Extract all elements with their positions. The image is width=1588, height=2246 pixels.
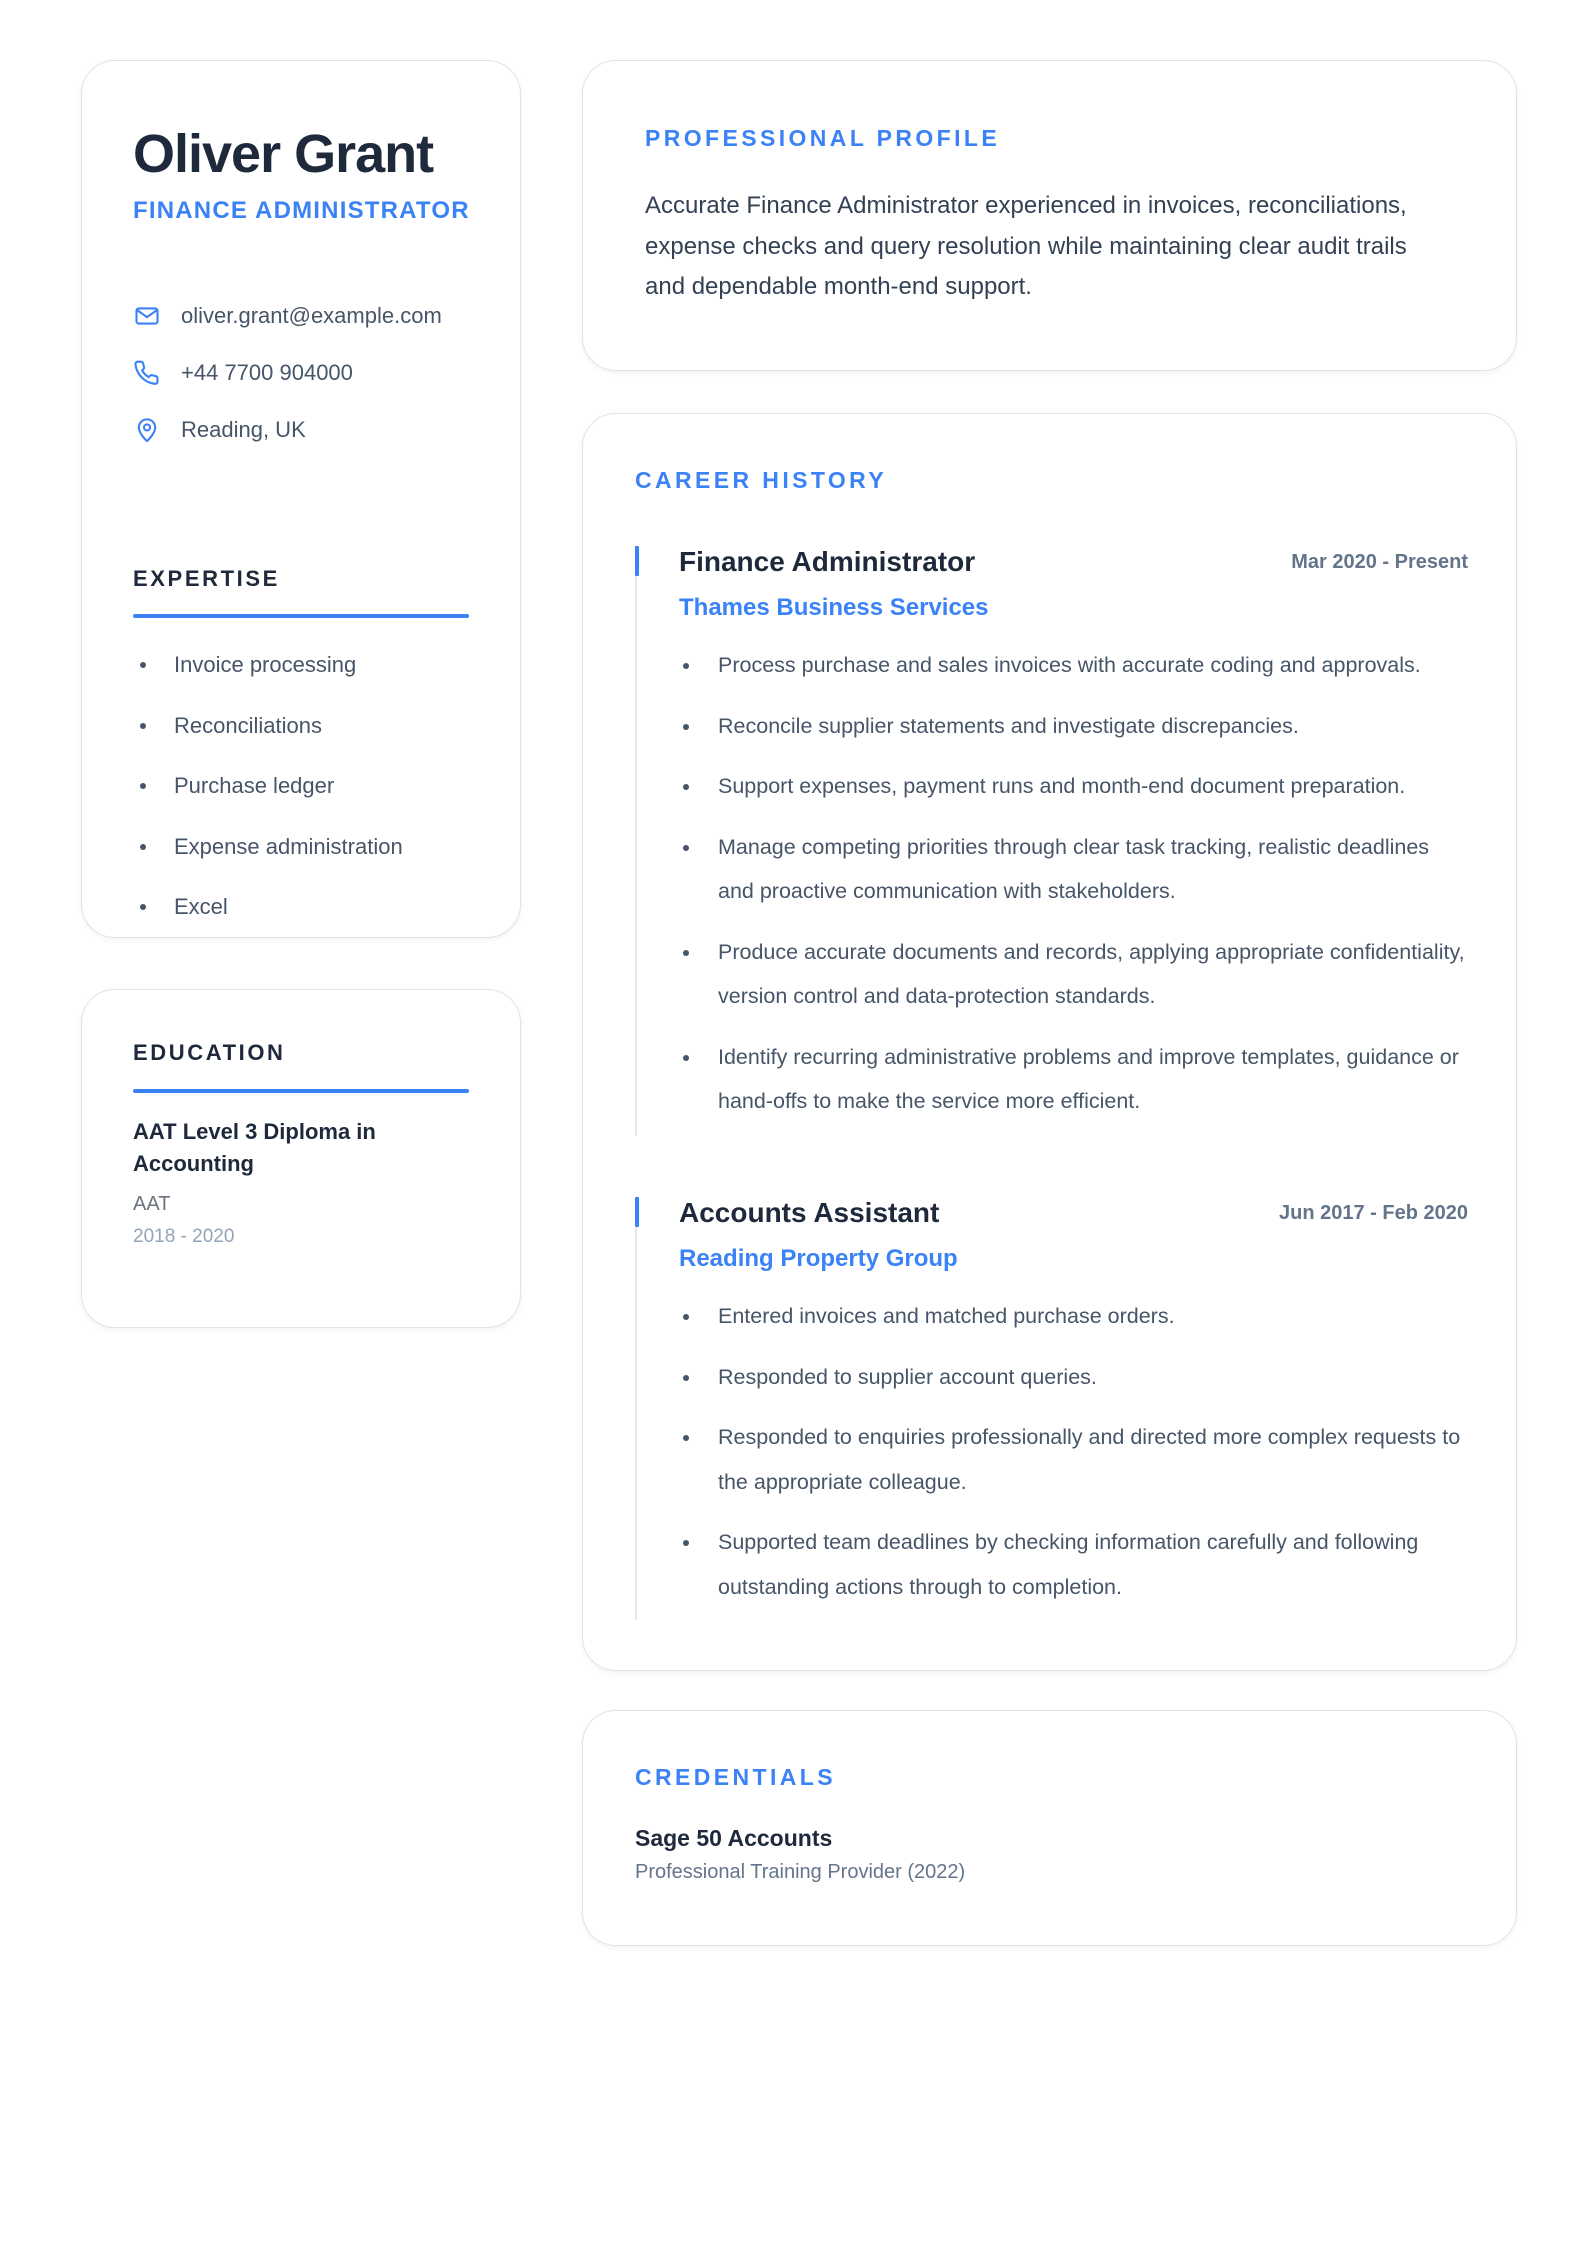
- phone-text: +44 7700 904000: [181, 359, 353, 385]
- job-title: Accounts Assistant: [679, 1197, 940, 1228]
- bullet-icon: [683, 1435, 689, 1441]
- location-pin-icon: [133, 416, 161, 444]
- list-item: [679, 1355, 1469, 1400]
- phone-icon: [133, 359, 161, 387]
- bullet-icon: [683, 663, 689, 669]
- bullet-icon: [683, 1540, 689, 1546]
- career-heading: CAREER HISTORY: [635, 467, 888, 493]
- list-item: [133, 817, 403, 878]
- education-degree: AAT Level 3 Diploma in Accounting: [133, 1119, 376, 1176]
- expertise-divider: [133, 614, 469, 618]
- credential-title: Sage 50 Accounts: [635, 1825, 833, 1851]
- duty-text: Supported team deadlines by checking information carefully and following outstanding actions through to completion.: [718, 1530, 1419, 1599]
- skill-label: Purchase ledger: [174, 773, 335, 799]
- career-card: [582, 413, 1517, 1671]
- list-item: [133, 877, 403, 938]
- education-years: 2018 - 2020: [133, 1226, 235, 1247]
- duty-text: Process purchase and sales invoices with accurate coding and approvals.: [718, 653, 1421, 677]
- mail-icon: [133, 302, 161, 330]
- job-title: Finance Administrator: [679, 546, 976, 577]
- sidebar-card: [81, 60, 521, 938]
- contact-phone[interactable]: [133, 344, 442, 401]
- job-company: Reading Property Group: [679, 1245, 958, 1272]
- bullet-icon: [683, 784, 689, 790]
- bullet-icon: [683, 1055, 689, 1061]
- list-item: [679, 704, 1469, 749]
- credentials-card: [582, 1710, 1517, 1946]
- location-text: Reading, UK: [181, 416, 306, 442]
- bullet-icon: [683, 845, 689, 851]
- candidate-role: FINANCE ADMINISTRATOR: [133, 197, 470, 224]
- list-item: [679, 764, 1469, 809]
- duty-text: Responded to enquiries professionally and directed more complex requests to the appropriate colleague.: [718, 1425, 1461, 1494]
- education-school: AAT: [133, 1193, 171, 1215]
- list-item: [679, 825, 1469, 914]
- list-item: [133, 696, 403, 757]
- bullet-icon: [140, 723, 146, 729]
- contact-email[interactable]: [133, 287, 442, 344]
- bullet-icon: [140, 904, 146, 910]
- list-item: [679, 1035, 1469, 1124]
- contact-location: [133, 401, 442, 458]
- duty-text: Identify recurring administrative problems and improve templates, guidance or hand-offs to make the service more efficient.: [718, 1044, 1459, 1113]
- education-divider: [133, 1089, 469, 1093]
- bullet-icon: [683, 724, 689, 730]
- duty-text: Support expenses, payment runs and month-end document preparation.: [718, 774, 1406, 798]
- job-dates: Mar 2020 - Present: [1291, 551, 1468, 573]
- expertise-list: [133, 635, 403, 938]
- credentials-heading: CREDENTIALS: [635, 1764, 836, 1790]
- duty-text: Reconcile supplier statements and investigate discrepancies.: [718, 713, 1299, 738]
- skill-label: Excel: [174, 894, 228, 920]
- profile-heading: PROFESSIONAL PROFILE: [645, 125, 1001, 151]
- job-entry: [635, 1197, 1468, 1620]
- candidate-name: Oliver Grant: [133, 124, 434, 184]
- duty-text: Entered invoices and matched purchase orders.: [718, 1304, 1175, 1328]
- skill-label: Reconciliations: [174, 712, 322, 738]
- profile-summary: Accurate Finance Administrator experienced in invoices, reconciliations, expense checks and query resolution while maintaining clear audit trails and dependable month-end support.: [645, 192, 1407, 300]
- skill-label: Expense administration: [174, 833, 403, 859]
- timeline-marker: [635, 1197, 639, 1227]
- job-entry: [635, 546, 1468, 1136]
- email-text: oliver.grant@example.com: [181, 302, 442, 328]
- contact-list: [133, 287, 442, 458]
- expertise-heading: EXPERTISE: [133, 566, 280, 591]
- skill-label: Invoice processing: [174, 652, 357, 678]
- job-company: Thames Business Services: [679, 594, 989, 621]
- duty-text: Produce accurate documents and records, applying appropriate confidentiality, version control and data-protection standards.: [718, 939, 1465, 1008]
- bullet-icon: [683, 950, 689, 956]
- bullet-icon: [683, 1314, 689, 1320]
- job-dates: Jun 2017 - Feb 2020: [1279, 1202, 1468, 1224]
- list-item: [133, 635, 403, 696]
- profile-card: [582, 60, 1517, 371]
- list-item: [133, 756, 403, 817]
- timeline-line: [635, 546, 637, 1136]
- bullet-icon: [140, 662, 146, 668]
- list-item: [679, 1520, 1469, 1609]
- bullet-icon: [140, 783, 146, 789]
- timeline-line: [635, 1197, 637, 1620]
- education-card: [81, 989, 521, 1328]
- list-item: [679, 643, 1469, 688]
- duty-text: Responded to supplier account queries.: [718, 1364, 1097, 1389]
- education-heading: EDUCATION: [133, 1040, 286, 1065]
- credential-provider: Professional Training Provider (2022): [635, 1861, 966, 1883]
- duty-text: Manage competing priorities through clear task tracking, realistic deadlines and proactive communication with stakeholders.: [718, 834, 1430, 903]
- bullet-icon: [140, 844, 146, 850]
- timeline-marker: [635, 546, 639, 576]
- duty-list: [679, 643, 1469, 1140]
- duty-list: [679, 1294, 1469, 1625]
- list-item: [679, 1415, 1469, 1504]
- bullet-icon: [683, 1375, 689, 1381]
- list-item: [679, 1294, 1469, 1339]
- list-item: [679, 930, 1469, 1019]
